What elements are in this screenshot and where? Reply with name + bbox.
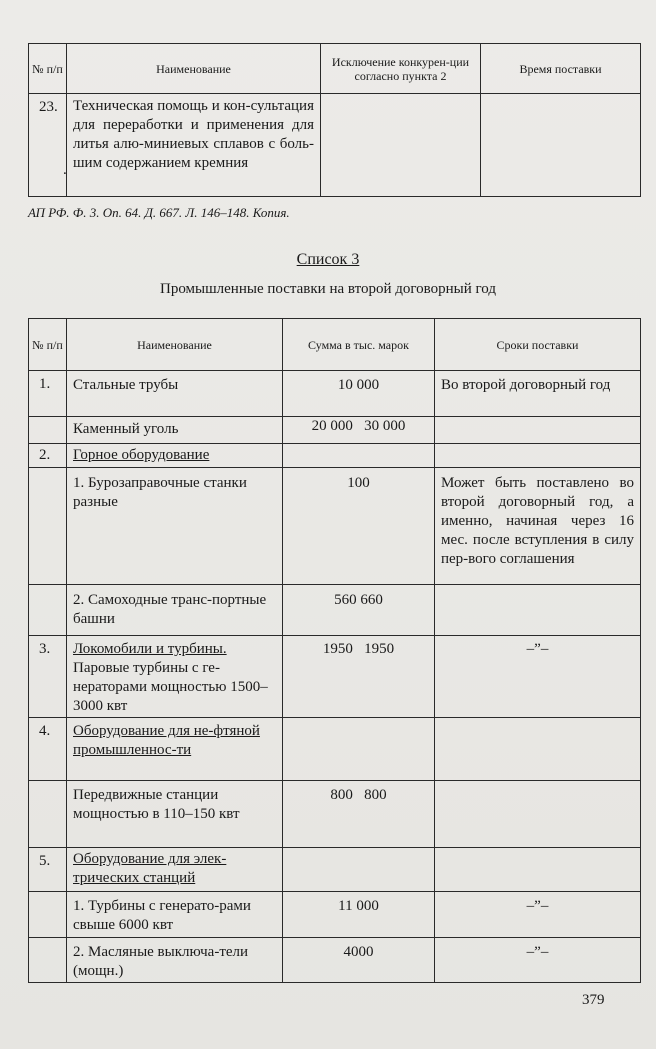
row-number xyxy=(29,938,67,983)
table-row xyxy=(29,371,641,417)
row-sum: 100 xyxy=(283,468,435,585)
row-name: 1. Турбины с генерато-рами свыше 6000 квт xyxy=(67,892,283,938)
row-sum: 1950 1950 xyxy=(283,636,435,718)
header-number: № п/п xyxy=(29,44,67,94)
row-number xyxy=(29,417,67,444)
table-row xyxy=(29,468,641,585)
row-term xyxy=(435,417,641,444)
row-sum xyxy=(283,444,435,468)
row-name: Стальные трубы xyxy=(67,371,283,417)
row-name: Горное оборудование xyxy=(67,444,283,468)
row-number xyxy=(29,585,67,636)
header-exclusion: Исключение конкурен-ции согласно пункта 2 xyxy=(321,44,481,94)
table-header-row xyxy=(29,319,641,371)
row-name: 1. Бурозаправочные станки разные xyxy=(67,468,283,585)
table-row xyxy=(29,94,641,197)
row-name: Каменный уголь xyxy=(67,417,283,444)
page-number: 379 xyxy=(582,992,605,1008)
row-name: 2. Самоходные транс-портные башни xyxy=(67,585,283,636)
row-name: 2. Масляные выключа-тели (мощн.) xyxy=(67,938,283,983)
row-number xyxy=(29,892,67,938)
row-term: –”– xyxy=(435,636,641,718)
table-row xyxy=(29,444,641,468)
source-note: АП РФ. Ф. 3. Оп. 64. Д. 667. Л. 146–148. Копия. xyxy=(28,205,290,220)
list-title xyxy=(0,251,656,269)
table-row xyxy=(29,417,641,444)
row-sum: 20 000 30 000 xyxy=(283,417,435,444)
row-number xyxy=(29,94,67,197)
row-mark: . xyxy=(63,162,67,178)
table-row xyxy=(29,848,641,892)
table-continuation xyxy=(28,43,641,197)
row-sum: 560 660 xyxy=(283,585,435,636)
list-subtitle: Промышленные поставки на второй договорный год xyxy=(160,281,496,297)
row-name-heading: Локомобили и турбины. xyxy=(73,641,227,657)
header-sum: Сумма в тыс. марок xyxy=(283,319,435,371)
row-number xyxy=(29,781,67,848)
row-name-detail: Паровые турбины с ге-нераторами мощностью 1500–3000 квт xyxy=(73,660,268,714)
row-term xyxy=(435,781,641,848)
header-name: Наименование xyxy=(67,319,283,371)
row-number xyxy=(29,468,67,585)
row-name: Передвижные станции мощностью в 110–150 квт xyxy=(67,781,283,848)
row-sum: 10 000 xyxy=(283,371,435,417)
row-name: Техническая помощь и кон-сультация для переработки и применения для литья алю-миниевых сплавов с боль-шим содержанием кремния xyxy=(67,94,321,197)
row-term xyxy=(435,585,641,636)
row-sum xyxy=(283,848,435,892)
row-name: Оборудование для элек-трических станций xyxy=(67,848,283,892)
table-row xyxy=(29,892,641,938)
row-number: 5. xyxy=(29,848,67,892)
row-term: Во второй договорный год xyxy=(435,371,641,417)
row-term: –”– xyxy=(435,938,641,983)
row-sum: 800 800 xyxy=(283,781,435,848)
table-header-row xyxy=(29,44,641,94)
row-term: –”– xyxy=(435,892,641,938)
row-number: 4. xyxy=(29,718,67,781)
header-name: Наименование xyxy=(67,44,321,94)
row-name: Оборудование для не-фтяной промышленнос-ти xyxy=(67,718,283,781)
table-row xyxy=(29,781,641,848)
row-number: 3. xyxy=(29,636,67,718)
table-row xyxy=(29,636,641,718)
row-number: 2. xyxy=(29,444,67,468)
empty-cell xyxy=(321,94,481,197)
row-number-text: 23. xyxy=(39,99,58,115)
row-term xyxy=(435,718,641,781)
row-sum: 11 000 xyxy=(283,892,435,938)
row-term: Может быть поставлено во второй договорный год, а именно, начиная через 16 мес. после вступления в силу пер-вого соглашения xyxy=(435,468,641,585)
row-name xyxy=(67,636,283,718)
table-row xyxy=(29,718,641,781)
header-number: № п/п xyxy=(29,319,67,371)
list-title-text: Список 3 xyxy=(296,251,360,268)
table-row xyxy=(29,585,641,636)
row-sum: 4000 xyxy=(283,938,435,983)
row-term xyxy=(435,848,641,892)
row-number: 1. xyxy=(29,371,67,417)
header-terms: Сроки поставки xyxy=(435,319,641,371)
row-term xyxy=(435,444,641,468)
header-delivery-time: Время поставки xyxy=(481,44,641,94)
row-sum xyxy=(283,718,435,781)
table-row xyxy=(29,938,641,983)
empty-cell xyxy=(481,94,641,197)
supplies-table xyxy=(28,318,641,983)
